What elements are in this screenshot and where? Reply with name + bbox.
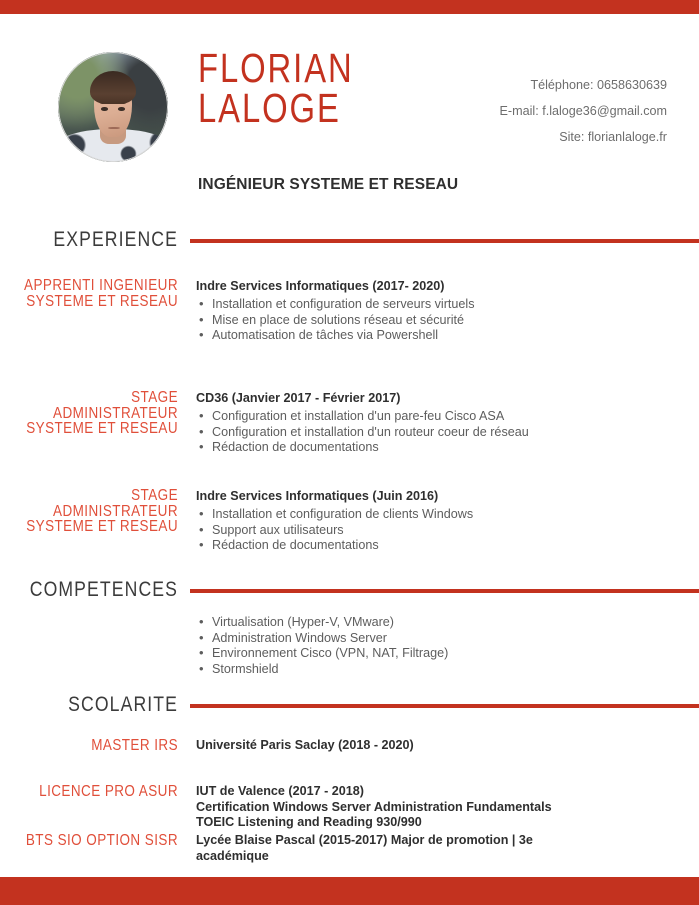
skill-item: • Environnement Cisco (VPN, NAT, Filtrage) xyxy=(212,646,666,662)
education-detail: Certification Windows Server Administration Fundamentals xyxy=(196,799,552,814)
experience-bullet: • Automatisation de tâches via Powershell xyxy=(212,328,666,344)
degree-line: LICENCE PRO ASUR xyxy=(39,783,178,800)
education-detail: TOEIC Listening and Reading 930/990 xyxy=(196,815,422,830)
experience-bullet-list xyxy=(196,297,666,344)
experience-role-label xyxy=(23,278,178,309)
candidate-name xyxy=(198,45,354,131)
contact-website: Site: florianlaloge.fr xyxy=(559,130,667,144)
experience-bullet: • Installation et configuration de clients Windows xyxy=(212,507,666,523)
skill-item: • Virtualisation (Hyper-V, VMware) xyxy=(212,615,666,631)
bottom-accent-bar xyxy=(0,877,699,905)
experience-bullet: • Configuration et installation d'un pare-feu Cisco ASA xyxy=(212,409,666,425)
education-body xyxy=(196,833,546,864)
role-line: STAGE xyxy=(131,487,178,504)
section-rule-experience xyxy=(190,239,699,243)
role-line: SYSTEME ET RESEAU xyxy=(26,518,178,535)
role-line: ADMINISTRATEUR xyxy=(53,502,178,520)
experience-bullet: • Mise en place de solutions réseau et sécurité xyxy=(212,313,666,329)
experience-organization: CD36 (Janvier 2017 - Février 2017) xyxy=(196,391,401,405)
skill-item: • Stormshield xyxy=(212,662,666,678)
resume-header xyxy=(0,14,699,193)
skills-list xyxy=(196,615,666,677)
experience-bullet: • Rédaction de documentations xyxy=(212,538,666,554)
education-body xyxy=(196,738,666,754)
contact-block xyxy=(347,72,667,150)
name-last: LALOGE xyxy=(198,85,341,131)
skill-item: • Administration Windows Server xyxy=(212,631,666,647)
experience-body xyxy=(196,488,666,554)
degree-line: BTS SIO OPTION SISR xyxy=(25,832,178,849)
experience-organization: Indre Services Informatiques (Juin 2016) xyxy=(196,489,439,503)
section-title-experience: EXPERIENCE xyxy=(53,228,179,251)
photo-ring xyxy=(58,52,168,162)
section-header-experience xyxy=(0,228,699,254)
section-title-competences: COMPETENCES xyxy=(29,578,179,601)
profile-photo xyxy=(58,52,168,162)
role-line: APPRENTI INGENIEUR xyxy=(24,277,178,294)
section-title-scolarite: SCOLARITE xyxy=(68,693,178,716)
section-rule-competences xyxy=(190,589,699,593)
contact-email: E-mail: f.laloge36@gmail.com xyxy=(499,104,667,118)
section-header-scolarite xyxy=(0,693,699,719)
name-first: FLORIAN xyxy=(198,45,354,91)
role-line: ADMINISTRATEUR xyxy=(53,404,178,422)
education-degree-label xyxy=(23,738,178,754)
degree-line: MASTER IRS xyxy=(91,737,178,754)
contact-phone: Téléphone: 0658630639 xyxy=(530,78,667,92)
education-detail: Lycée Blaise Pascal (2015-2017) Major de promotion | 3e académique xyxy=(196,833,533,863)
experience-role-label xyxy=(23,390,178,437)
section-header-competences xyxy=(0,578,699,604)
experience-role-label xyxy=(23,488,178,535)
education-degree-label xyxy=(23,784,178,800)
skills-bullet-list xyxy=(196,615,666,677)
experience-body xyxy=(196,278,666,344)
experience-bullet: • Rédaction de documentations xyxy=(212,440,666,456)
top-accent-bar xyxy=(0,0,699,14)
role-line: SYSTEME ET RESEAU xyxy=(26,292,178,310)
education-body xyxy=(196,784,666,831)
experience-bullet-list xyxy=(196,409,666,456)
role-line: STAGE xyxy=(131,389,178,406)
job-title: INGÉNIEUR SYSTEME ET RESEAU xyxy=(198,176,459,193)
experience-organization: Indre Services Informatiques (2017- 2020) xyxy=(196,279,445,293)
education-detail: Université Paris Saclay (2018 - 2020) xyxy=(196,738,414,752)
experience-body xyxy=(196,390,666,456)
experience-bullet: • Support aux utilisateurs xyxy=(212,523,666,539)
education-detail: IUT de Valence (2017 - 2018) xyxy=(196,784,365,798)
role-line: SYSTEME ET RESEAU xyxy=(26,420,178,437)
section-rule-scolarite xyxy=(190,704,699,708)
experience-bullet-list xyxy=(196,507,666,554)
experience-bullet: • Installation et configuration de serveurs virtuels xyxy=(212,297,666,313)
experience-bullet: • Configuration et installation d'un routeur coeur de réseau xyxy=(212,425,666,441)
education-degree-label xyxy=(23,833,178,849)
